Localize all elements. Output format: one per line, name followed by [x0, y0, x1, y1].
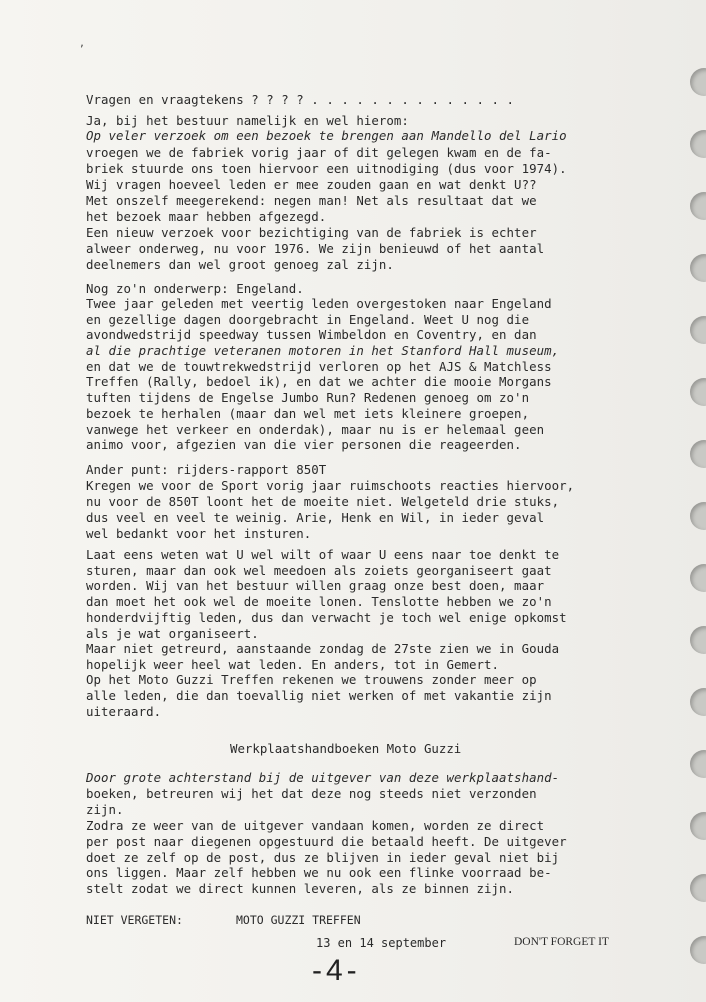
text-line: hopelijk weer heel wat leden. En anders, tot in Gemert.: [86, 657, 500, 672]
text-line: Maar niet getreurd, aanstaande zondag de 27ste zien we in Gouda: [86, 641, 560, 656]
text-line: Treffen (Rally, bedoel ik), en dat we achter die mooie Morgans: [86, 374, 552, 389]
section-line: stelt zodat we direct kunnen leveren, als ze binnen zijn.: [86, 881, 515, 896]
binder-hole-icon: [690, 440, 706, 468]
binder-hole-icon: [690, 130, 706, 158]
stray-mark: ,: [79, 38, 86, 49]
binder-hole-icon: [690, 874, 706, 902]
footer-event: MOTO GUZZI TREFFEN: [236, 913, 361, 927]
text-line: en dat we de touwtrekwedstrijd verloren op het AJS & Matchless: [86, 359, 552, 374]
binder-hole-icon: [690, 192, 706, 220]
binder-hole-icon: [690, 812, 706, 840]
binder-holes: [676, 0, 706, 1002]
text-line: briek stuurde ons toen hiervoor een uitnodiging (dus voor 1974).: [86, 161, 567, 176]
text-line: als je wat organiseert.: [86, 626, 259, 641]
text-line: het bezoek maar hebben afgezegd.: [86, 209, 327, 224]
binder-hole-icon: [690, 626, 706, 654]
text-line: wel bedankt voor het insturen.: [86, 526, 312, 541]
section-line: boeken, betreuren wij het dat deze nog steeds niet verzonden: [86, 786, 537, 801]
section-line: Zodra ze weer van de uitgever vandaan komen, worden ze direct: [86, 818, 545, 833]
page-number: -4-: [312, 954, 361, 987]
text-line: honderdvijftig leden, dus dan verwacht je toch wel enige opkomst: [86, 610, 567, 625]
text-line: vanwege het verkeer en onderdak), maar nu is er helemaal geen: [86, 422, 545, 437]
footer-dont-forget: DON'T FORGET IT: [514, 936, 609, 948]
binder-hole-icon: [690, 564, 706, 592]
text-line: Op veler verzoek om een bezoek te brengen aan Mandello del Lario: [86, 128, 567, 143]
text-line: Kregen we voor de Sport vorig jaar ruimschoots reacties hiervoor,: [86, 478, 575, 493]
binder-hole-icon: [690, 316, 706, 344]
text-line: deelnemers dan wel groot genoeg zal zijn.: [86, 257, 394, 272]
text-line: Nog zo'n onderwerp: Engeland.: [86, 281, 304, 296]
text-line: alle leden, die dan toevallig niet werken of met vakantie zijn: [86, 688, 552, 703]
section-line: ons liggen. Maar zelf hebben we nu ook een flinke voorraad be-: [86, 865, 552, 880]
binder-hole-icon: [690, 502, 706, 530]
text-line: bezoek te herhalen (maar dan wel met iets kleinere groepen,: [86, 406, 530, 421]
section-line: zijn.: [86, 802, 124, 817]
text-line: worden. Wij van het bestuur willen graag onze best doen, maar: [86, 578, 545, 593]
section-line: per post naar diegenen opgestuurd die betaald heeft. De uitgever: [86, 834, 567, 849]
text-line: tuften tijdens de Engelse Jumbo Run? Redenen genoeg om zo'n: [86, 390, 530, 405]
binder-hole-icon: [690, 68, 706, 96]
binder-hole-icon: [690, 936, 706, 964]
text-line: uiteraard.: [86, 704, 162, 719]
text-line: dan moet het ook wel de moeite lonen. Tenslotte hebben we zo'n: [86, 594, 552, 609]
text-line: sturen, maar dan ook wel meedoen als zoiets georganiseert gaat: [86, 563, 552, 578]
section-line: Door grote achterstand bij de uitgever van deze werkplaatshand-: [86, 770, 560, 785]
text-line: al die prachtige veteranen motoren in het Stanford Hall museum,: [86, 343, 560, 358]
binder-hole-icon: [690, 378, 706, 406]
binder-hole-icon: [690, 254, 706, 282]
text-line: Laat eens weten wat U wel wilt of waar U eens naar toe denkt te: [86, 547, 560, 562]
text-line: Wij vragen hoeveel leden er mee zouden gaan en wat denkt U??: [86, 177, 537, 192]
text-line: dus veel en veel te weinig. Arie, Henk en Wil, in ieder geval: [86, 510, 545, 525]
text-line: Vragen en vraagtekens ? ? ? ? . . . . . . . . . . . . . .: [86, 92, 515, 107]
binder-hole-icon: [690, 688, 706, 716]
text-line: alweer onderweg, nu voor 1976. We zijn benieuwd of het aantal: [86, 241, 545, 256]
binder-hole-icon: [690, 750, 706, 778]
text-line: Ja, bij het bestuur namelijk en wel hierom:: [86, 113, 409, 128]
text-line: Met onszelf meegerekend: negen man! Net als resultaat dat we: [86, 193, 537, 208]
text-line: Op het Moto Guzzi Treffen rekenen we trouwens zonder meer op: [86, 672, 537, 687]
text-line: animo voor, afgezien van die vier personen die reageerden.: [86, 437, 522, 452]
text-line: Ander punt: rijders-rapport 850T: [86, 462, 327, 477]
text-line: avondwedstrijd speedway tussen Wimbeldon en Coventry, en dan: [86, 327, 537, 342]
text-line: Een nieuw verzoek voor bezichtiging van de fabriek is echter: [86, 225, 537, 240]
text-line: en gezellige dagen doorgebracht in Engeland. Weet U nog die: [86, 312, 530, 327]
section-line: doet ze zelf op de post, dus ze blijven in ieder geval niet bij: [86, 850, 560, 865]
text-line: Twee jaar geleden met veertig leden overgestoken naar Engeland: [86, 296, 552, 311]
footer-date: 13 en 14 september: [316, 936, 447, 950]
footer-reminder-label: NIET VERGETEN:: [86, 913, 183, 927]
section-title: Werkplaatshandboeken Moto Guzzi: [230, 741, 462, 756]
text-line: nu voor de 850T loont het de moeite niet. Welgeteld drie stuks,: [86, 494, 560, 509]
text-line: vroegen we de fabriek vorig jaar of dit gelegen kwam en de fa-: [86, 145, 552, 160]
